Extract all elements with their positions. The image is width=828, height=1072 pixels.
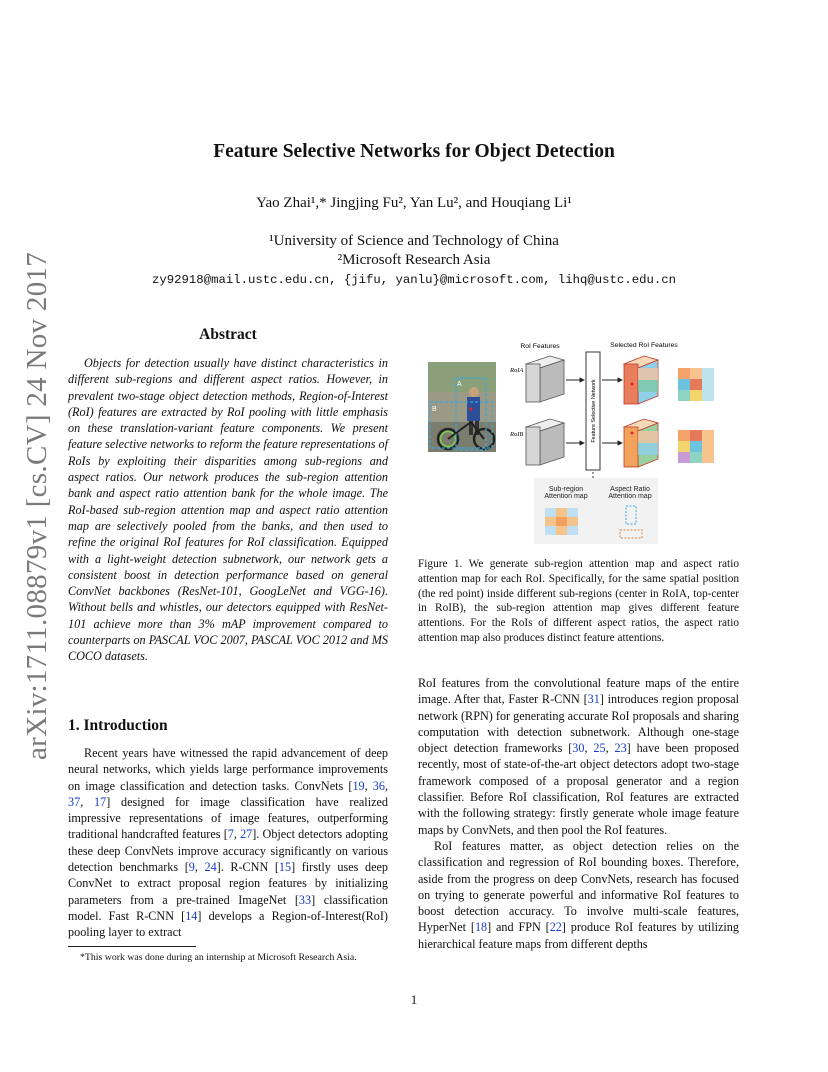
intro-paragraph-1: Recent years have witnessed the rapid advancement of deep neural networks, which yields large performance improvements on image classification and detection tasks. ConvNets [19, 36, 37, 17] designed for image classification have realized impressive representations of image features, outperforming traditional handcrafted features [7, 27]. Object detectors adopting these deep ConvNets improve accuracy significantly on various detection benchmarks [9, 24]. R-CNN [15] firstly uses deep ConvNet to extract proposal region features by initializing parameters from a pre-trained ImageNet [33] classification model. Fast R-CNN [14] develops a Region-of-Interest(RoI) pooling layer to extract <box>68 746 389 940</box>
box-a-label: A <box>457 381 462 388</box>
affiliation-1: ¹University of Science and Technology of China <box>269 233 559 249</box>
citation-link[interactable]: 23 <box>614 741 627 756</box>
roi-b-label: RoIB <box>510 431 524 438</box>
citation-link[interactable]: 27 <box>240 827 253 842</box>
roi-feature-cube-a <box>526 356 564 402</box>
authors: Yao Zhai¹,* Jingjing Fu², Yan Lu², and Houqiang Li¹ <box>256 195 572 211</box>
citation-link[interactable]: 25 <box>593 741 606 756</box>
attention-thumbnail-a <box>678 368 714 401</box>
abstract-heading: Abstract <box>199 326 257 343</box>
citation-link[interactable]: 18 <box>474 920 488 935</box>
right-column-body <box>418 675 739 952</box>
citation-link[interactable]: 9 <box>188 860 195 875</box>
citation-link[interactable]: 36 <box>372 778 385 793</box>
arxiv-stamp-text: arXiv:1711.08879v1 [cs.CV] 24 Nov 2017 <box>21 251 53 760</box>
affiliation-2: ²Microsoft Research Asia <box>337 252 491 268</box>
selected-feature-cube-a <box>624 356 658 404</box>
author-emails: zy92918@mail.ustc.edu.cn, {jifu, yanlu}@microsoft.com, lihq@ustc.edu.cn <box>152 273 676 287</box>
citation-link[interactable]: 15 <box>278 860 292 875</box>
citation-link[interactable]: 7 <box>227 827 234 842</box>
selected-features-label-text: Selected RoI Features <box>610 342 678 349</box>
citation-link[interactable]: 37 <box>68 794 81 809</box>
arxiv-stamp <box>14 251 60 760</box>
right-paragraph-2: RoI features matter, as object detection relies on the classification and regression of RoI bounding boxes. Therefore, aside from the progress on deep ConvNets, research has focused on trying to generate powerful and informative RoI features to boost detection accuracy. To involve multi-scale features, HyperNet [18] and FPN [22] produce RoI features by utilizing hierarchical feature maps from different depths <box>418 838 739 951</box>
attention-thumbnail-b <box>678 430 714 463</box>
citation-link[interactable]: 33 <box>298 892 312 907</box>
figure-1-caption: Figure 1. We generate sub-region attention map and aspect ratio attention map for each RoI. Specifically, for the same spatial position (the red point) inside different sub-regions (center in RoIA, top-center in RoIB), the sub-region attention map gives different feature attentions. For the RoIs of different aspect ratios, the aspect ratio attention map also produces distinct feature attentions. <box>418 558 739 644</box>
roi-features-label: RoI Features <box>520 343 560 350</box>
citation-link[interactable]: 17 <box>94 794 107 809</box>
aspect-map-label: Aspect Ratio Attention map <box>608 486 652 500</box>
input-photo <box>428 362 496 452</box>
subregion-attention-grid <box>545 508 578 535</box>
citation-link[interactable]: 30 <box>572 741 585 756</box>
roi-feature-cube-b <box>526 419 564 465</box>
footnote-rule <box>68 946 196 947</box>
intro-heading: 1. Introduction <box>68 717 168 734</box>
roi-a-label: RoIA <box>510 367 524 374</box>
citation-link[interactable]: 14 <box>185 908 198 923</box>
abstract-text: Objects for detection usually have distinct characteristics in different sub-regions and different aspect ratios. However, in prevalent two-stage object detection methods, Region-of-Interest (RoI) features are extracted by RoI pooling with little emphasis on these translation-variant feature components. We present feature selective networks to reform the feature representations of RoIs by exploiting their disparities among sub-regions and aspect ratios. Our network produces the sub-region attention bank and aspect ratio attention bank for the whole image. The RoI-based sub-region attention map and aspect ratio attention map are selectively pooled from the banks, and then used to refine the original RoI features for RoI classification. Equipped with a light-weight detection subnetwork, our network gets a consistent boost in detection performance based on general ConvNet backbones (ResNet-101, GoogLeNet and VGG-16). Without bells and whistles, our detectors equipped with ResNet-101 achieve more than 3% mAP improvement compared to counterparts on PASCAL VOC 2007, PASCAL VOC 2012 and MS COCO datasets. <box>68 356 388 664</box>
box-b-label: B <box>432 406 437 413</box>
page-number: 1 <box>410 992 418 1007</box>
citation-link[interactable]: 19 <box>352 778 365 793</box>
fsn-label: Feature Selective Network <box>591 379 597 443</box>
paper-title: Feature Selective Networks for Object Detection <box>213 141 615 162</box>
citation-link[interactable]: 24 <box>204 860 217 875</box>
figure-1 <box>426 338 722 546</box>
citation-link[interactable]: 22 <box>549 920 562 935</box>
citation-link[interactable]: 31 <box>587 692 600 707</box>
selected-features-label <box>610 342 678 349</box>
abstract-body <box>68 355 388 665</box>
figure-1-diagram <box>426 338 722 546</box>
selected-feature-cube-b <box>624 419 658 467</box>
subregion-map-label: Sub-region Attention map <box>544 486 588 500</box>
footnote: *This work was done during an internship at Microsoft Research Asia. <box>80 952 357 963</box>
right-paragraph-1: RoI features from the convolutional feature maps of the entire image. After that, Faster R-CNN [31] introduces region proposal network (RPN) for generating accurate RoI proposals and sharing computation with detection subnetwork. Although one-stage object detection frameworks [30, 25, 23] have been proposed recently, most of state-of-the-art object detectors adopt two-stage framework composed of a proposal generator and a region classifier. Before RoI classification, RoI features are extracted with the following strategy: firstly generate whole image feature maps by ConvNets, and then pool the RoI features. <box>418 676 739 837</box>
intro-body <box>68 745 388 941</box>
